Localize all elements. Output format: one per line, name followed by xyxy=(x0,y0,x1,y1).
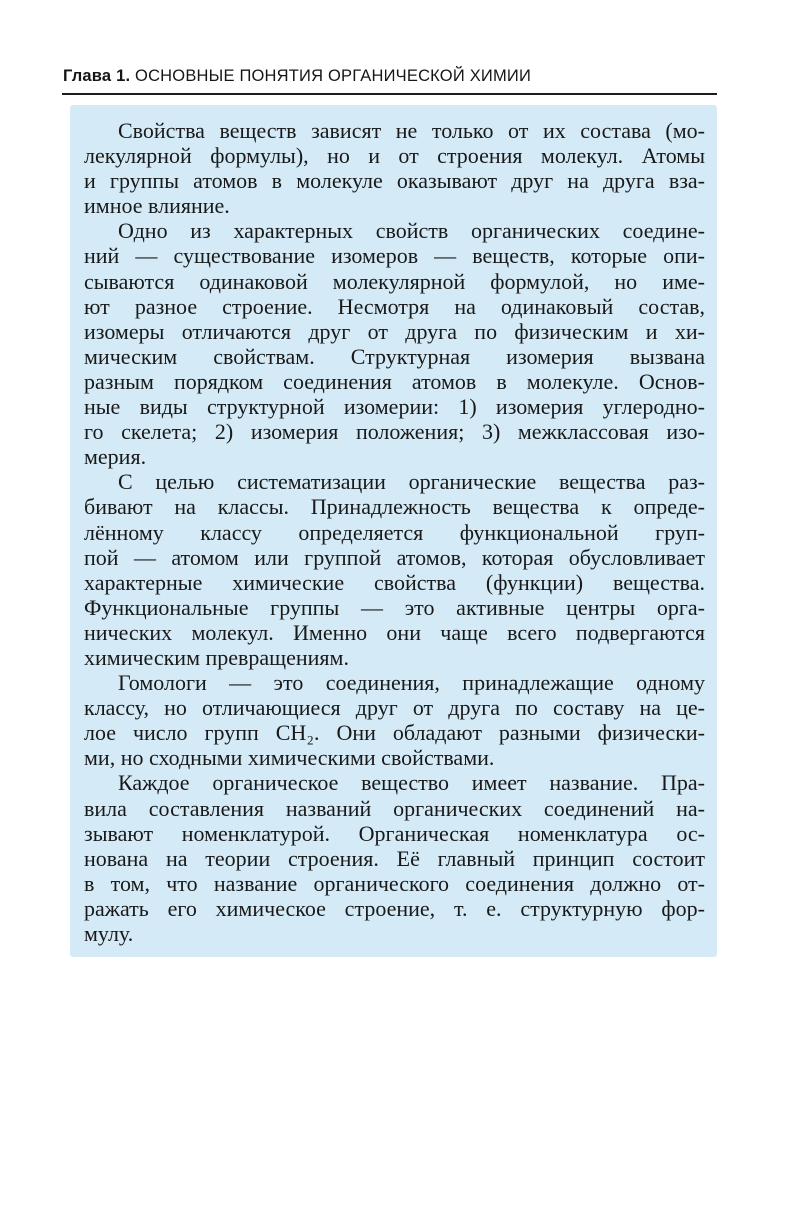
text-line: ми, но сходными химическими свойствами. xyxy=(84,745,495,771)
text-line: Гомологи — это соединения, принадлежащие одному xyxy=(118,670,705,696)
text-line: Свойства веществ зависят не только от их состава (мо- xyxy=(118,118,705,143)
paragraph xyxy=(84,469,705,670)
text-line: бивают на классы. Принадлежность вещества к опреде- xyxy=(84,494,705,520)
text-line: изомеры отличаются друг от друга по физическим и хи- xyxy=(84,318,705,344)
text-line: химическим превращениям. xyxy=(84,644,349,670)
text-line: зывают номенклатурой. Органическая номенклатура ос- xyxy=(84,820,705,846)
chapter-title: ОСНОВНЫЕ ПОНЯТИЯ ОРГАНИЧЕСКОЙ ХИМИИ xyxy=(130,67,532,85)
text-line: мулу. xyxy=(84,921,134,946)
text-line: ний — существование изомеров — веществ, которые опи- xyxy=(84,243,705,269)
text-line: нических молекул. Именно они чаще всего подвергаются xyxy=(84,619,705,645)
text-line: вила составления названий органических соединений на- xyxy=(84,795,705,821)
text-line: ные виды структурной изомерии: 1) изомерия углеродно- xyxy=(84,394,705,420)
header-rule xyxy=(62,93,717,95)
text-line: и группы атомов в молекуле оказывают друг на друга вза- xyxy=(84,168,705,194)
text-line: имное влияние. xyxy=(84,193,230,219)
chapter-header xyxy=(63,67,718,86)
text-line: лекулярной формулы), но и от строения молекул. Атомы xyxy=(84,143,705,169)
text-line: Функциональные группы — это активные центры орга- xyxy=(84,594,705,620)
paragraph xyxy=(84,118,705,218)
text-line: характерные химические свойства (функции) вещества. xyxy=(84,569,705,595)
text-line: Каждое органическое вещество имеет название. Пра- xyxy=(118,770,705,796)
text-line: С целью систематизации органические вещества раз- xyxy=(118,469,705,495)
content-box xyxy=(70,105,717,957)
text-line: Одно из характерных свойств органических соедине- xyxy=(118,218,705,244)
text-line: ражать его химическое строение, т. е. структурную фор- xyxy=(84,895,705,921)
text-line: нована на теории строения. Её главный принцип состоит xyxy=(84,845,705,871)
text-line: в том, что название органического соединения должно от- xyxy=(84,870,705,896)
text-line: мическим свойствам. Структурная изомерия вызвана xyxy=(84,343,705,369)
text-line: мерия. xyxy=(84,444,147,470)
text-line: ют разное строение. Несмотря на одинаковый состав, xyxy=(84,293,705,319)
text-line: сываются одинаковой молекулярной формулой, но име- xyxy=(84,268,705,294)
text-line: го скелета; 2) изомерия положения; 3) межклассовая изо- xyxy=(84,419,705,445)
paragraph xyxy=(84,670,705,770)
text-line: пой — атомом или группой атомов, которая обусловливает xyxy=(84,544,705,570)
text-line: разным порядком соединения атомов в молекуле. Основ- xyxy=(84,368,705,394)
chapter-number-label: Глава 1. xyxy=(63,67,131,85)
text-line: классу, но отличающиеся друг от друга по составу на це- xyxy=(84,695,705,721)
paragraph xyxy=(84,770,705,946)
text-line: лённому классу определяется функциональной груп- xyxy=(84,519,705,545)
paragraph xyxy=(84,218,705,469)
text-line: лое число групп CH₂. Они обладают разными физически- xyxy=(84,720,705,746)
